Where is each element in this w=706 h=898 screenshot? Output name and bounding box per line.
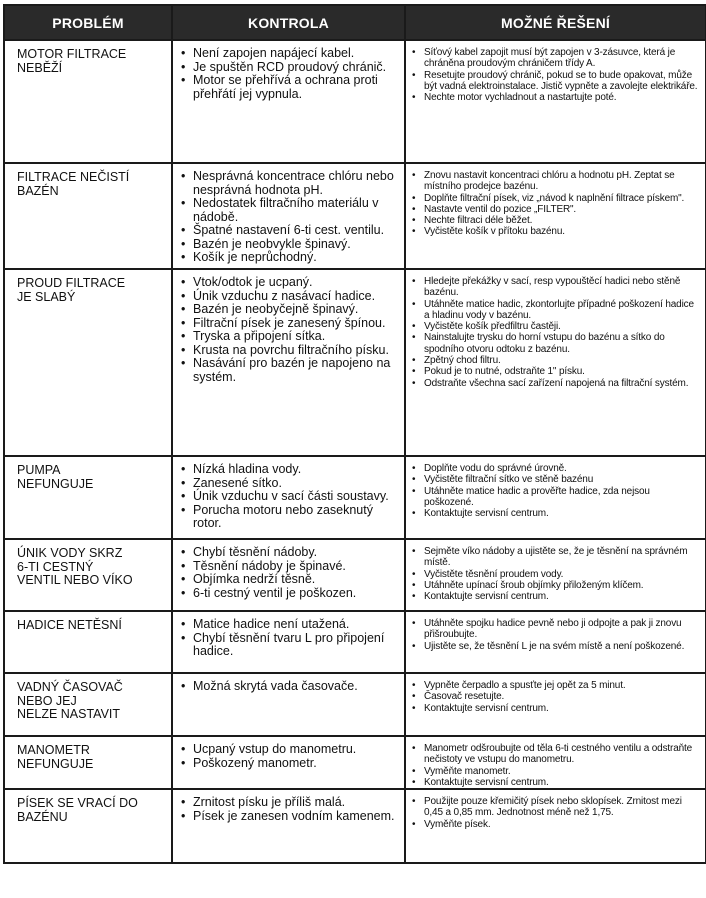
check-cell xyxy=(172,539,405,611)
check-list xyxy=(173,41,404,101)
bullet-icon: • xyxy=(412,743,416,754)
solution-item xyxy=(410,486,701,509)
check-item xyxy=(179,251,398,265)
solution-text: Znovu nastavit koncentraci chlóru a hodnotu pH. Zeptat se místního prodejce bazénu. xyxy=(424,170,675,193)
check-item xyxy=(179,170,398,197)
solution-text: Sejměte víko nádoby a ujistěte se, že je těsnění na správném místě. xyxy=(424,546,688,569)
bullet-icon: • xyxy=(412,591,416,603)
bullet-icon: • xyxy=(181,545,186,559)
table-header-row xyxy=(4,5,706,40)
check-list xyxy=(173,164,404,265)
solution-item xyxy=(410,680,701,691)
solution-item xyxy=(410,92,701,103)
solution-text: Kontaktujte servisní centrum. xyxy=(424,776,549,788)
check-text: Nasávání pro bazén je napojeno na systém. xyxy=(193,356,391,384)
check-item xyxy=(179,47,398,61)
bullet-icon: • xyxy=(412,508,416,520)
solution-item xyxy=(410,546,701,569)
check-list xyxy=(173,270,404,384)
check-cell xyxy=(172,611,405,673)
check-list xyxy=(173,540,404,600)
check-item xyxy=(179,357,398,384)
problem-text: FILTRACE NEČISTÍ BAZÉN xyxy=(17,170,130,198)
check-text: Filtrační písek je zanesený špínou. xyxy=(193,315,386,330)
solution-list xyxy=(406,457,705,519)
bullet-icon: • xyxy=(412,355,416,367)
check-item xyxy=(179,330,398,344)
solution-text: Vyměňte písek. xyxy=(424,818,491,830)
bullet-icon: • xyxy=(412,463,416,474)
check-item xyxy=(179,276,398,290)
table-row xyxy=(4,611,706,673)
table-row xyxy=(4,456,706,539)
solution-item xyxy=(410,463,701,474)
problem-text: ÚNIK VODY SKRZ 6-TI CESTNÝ VENTIL NEBO VÍKO xyxy=(17,546,133,587)
problem-cell xyxy=(4,539,172,611)
bullet-icon: • xyxy=(181,489,186,503)
check-text: Nesprávná koncentrace chlóru nebo nesprávná hodnota pH. xyxy=(193,169,394,197)
solution-item xyxy=(410,226,701,237)
problem-cell xyxy=(4,611,172,673)
solution-text: Resetujte proudový chránič, pokud se to bude opakovat, může být vadná elektroinstalace. Jistič vypněte a zavolejte elektrikáře. xyxy=(424,69,698,92)
bullet-icon: • xyxy=(181,169,186,183)
solution-item xyxy=(410,355,701,366)
column-header-check: KONTROLA xyxy=(172,5,405,40)
troubleshooting-sheet xyxy=(3,4,705,895)
check-list xyxy=(173,612,404,659)
check-item xyxy=(179,810,398,824)
check-text: Poškozený manometr. xyxy=(193,755,317,770)
bullet-icon: • xyxy=(181,196,186,210)
solution-item xyxy=(410,321,701,332)
solution-text: Manometr odšroubujte od těla 6-ti cestného ventilu a odstraňte nečistoty ve vstupu do manometru. xyxy=(424,743,693,766)
solution-text: Síťový kabel zapojit musí být zapojen v 3-zásuvce, která je chráněna proudovým chráničem třídy A. xyxy=(424,47,676,70)
problem-cell xyxy=(4,673,172,736)
problem-cell xyxy=(4,269,172,456)
check-text: Ucpaný vstup do manometru. xyxy=(193,742,357,756)
solution-text: Vypněte čerpadlo a spusťte jej opět za 5 minut. xyxy=(424,680,626,691)
bullet-icon: • xyxy=(181,502,186,517)
problem-text: MOTOR FILTRACE NEBĚŽÍ xyxy=(17,47,127,75)
problem-text: MANOMETR NEFUNGUJE xyxy=(17,743,94,771)
solution-text: Kontaktujte servisní centrum. xyxy=(424,591,549,603)
bullet-icon: • xyxy=(412,579,416,591)
bullet-icon: • xyxy=(181,73,186,87)
problem-text: PÍSEK SE VRACÍ DO BAZÉNU xyxy=(17,796,138,824)
solution-list xyxy=(406,270,705,389)
solution-text: Časovač resetujte. xyxy=(424,691,505,703)
check-item xyxy=(179,317,398,331)
problem-text: VADNÝ ČASOVAČ NEBO JEJ NELZE NASTAVIT xyxy=(17,680,123,721)
check-text: Není zapojen napájecí kabel. xyxy=(193,46,355,60)
problem-text: PUMPA NEFUNGUJE xyxy=(17,463,94,491)
check-item xyxy=(179,618,398,632)
bullet-icon: • xyxy=(181,288,186,303)
bullet-icon: • xyxy=(412,276,416,287)
bullet-icon: • xyxy=(412,321,416,333)
column-header-solution: MOŽNÉ ŘEŠENÍ xyxy=(405,5,706,40)
solution-cell xyxy=(405,673,706,736)
solution-item xyxy=(410,366,701,377)
solution-item xyxy=(410,591,701,602)
bullet-icon: • xyxy=(181,572,186,586)
check-text: Zrnitost písku je příliš malá. xyxy=(193,795,346,810)
check-text: Bazén je neobvykle špinavý. xyxy=(193,236,351,251)
solution-text: Vyčistěte filtrační sítko ve stěně bazénu xyxy=(424,474,594,486)
bullet-icon: • xyxy=(412,69,416,81)
check-cell xyxy=(172,789,405,863)
bullet-icon: • xyxy=(181,315,186,330)
solution-text: Doplňte vodu do správné úrovně. xyxy=(424,463,567,474)
solution-item xyxy=(410,47,701,70)
bullet-icon: • xyxy=(181,755,186,770)
bullet-icon: • xyxy=(412,765,416,777)
bullet-icon: • xyxy=(412,92,416,104)
solution-cell xyxy=(405,789,706,863)
check-item xyxy=(179,796,398,810)
solution-cell xyxy=(405,40,706,163)
solution-text: Doplňte filtrační písek, viz „návod k naplnění filtrace pískem". xyxy=(424,192,685,204)
bullet-icon: • xyxy=(412,474,416,486)
solution-text: Vyměňte manometr. xyxy=(424,765,511,777)
solution-text: Vyčistěte košík v přítoku bazénu. xyxy=(424,226,565,238)
bullet-icon: • xyxy=(412,377,416,389)
table-row xyxy=(4,736,706,789)
bullet-icon: • xyxy=(412,215,416,227)
bullet-icon: • xyxy=(181,356,186,370)
check-text: Bazén je neobyčejně špinavý. xyxy=(193,302,359,316)
table-row xyxy=(4,673,706,736)
bullet-icon: • xyxy=(412,332,416,344)
solution-text: Hledejte překážky v sací, resp vypouštěcí hadici nebo stěně bazénu. xyxy=(424,276,681,299)
check-item xyxy=(179,303,398,317)
table-row xyxy=(4,539,706,611)
check-item xyxy=(179,61,398,75)
bullet-icon: • xyxy=(412,640,416,652)
bullet-icon: • xyxy=(412,796,416,808)
bullet-icon: • xyxy=(181,329,186,343)
bullet-icon: • xyxy=(181,275,186,289)
check-item xyxy=(179,74,398,101)
check-text: Objímka nedrží těsně. xyxy=(193,572,316,586)
solution-text: Utáhněte upínací šroub objímky přiloženým klíčem. xyxy=(424,579,644,591)
check-item xyxy=(179,290,398,304)
solution-text: Utáhněte matice hadic, zkontorlujte případné poškození hadice a hladinu vody v bazénu. xyxy=(424,298,694,321)
solution-item xyxy=(410,299,701,322)
solution-text: Nechte filtraci déle běžet. xyxy=(424,215,533,227)
bullet-icon: • xyxy=(181,808,186,823)
check-item xyxy=(179,743,398,757)
solution-cell xyxy=(405,736,706,789)
solution-list xyxy=(406,164,705,238)
bullet-icon: • xyxy=(412,226,416,238)
check-text: Chybí těsnění nádoby. xyxy=(193,545,318,559)
check-cell xyxy=(172,456,405,539)
check-text: 6-ti cestný ventil je poškozen. xyxy=(193,585,357,600)
check-text: Chybí těsnění tvaru L pro připojení hadice. xyxy=(193,630,385,658)
solution-item xyxy=(410,777,701,788)
solution-item xyxy=(410,70,701,93)
solution-item xyxy=(410,766,701,777)
bullet-icon: • xyxy=(412,618,416,629)
check-item xyxy=(179,224,398,238)
bullet-icon: • xyxy=(412,192,416,204)
check-item xyxy=(179,238,398,252)
solution-text: Pokud je to nutné, odstraňte 1" písku. xyxy=(424,366,585,378)
check-text: Krusta na povrchu filtračního písku. xyxy=(193,342,389,357)
check-item xyxy=(179,197,398,224)
check-list xyxy=(173,737,404,770)
check-list xyxy=(173,674,404,694)
solution-list xyxy=(406,540,705,602)
solution-text: Vyčistěte těsnění proudem vody. xyxy=(424,568,564,580)
bullet-icon: • xyxy=(412,47,416,58)
table-row xyxy=(4,163,706,269)
solution-item xyxy=(410,170,701,193)
solution-item xyxy=(410,474,701,485)
bullet-icon: • xyxy=(181,617,186,631)
solution-cell xyxy=(405,163,706,269)
bullet-icon: • xyxy=(181,742,186,756)
bullet-icon: • xyxy=(181,59,186,74)
bullet-icon: • xyxy=(181,585,186,600)
solution-item xyxy=(410,703,701,714)
problem-cell xyxy=(4,789,172,863)
check-text: Únik vzduchu z nasávací hadice. xyxy=(193,288,376,303)
check-text: Porucha motoru nebo zaseknutý rotor. xyxy=(193,502,373,530)
solution-item xyxy=(410,618,701,641)
check-cell xyxy=(172,736,405,789)
bullet-icon: • xyxy=(181,302,186,316)
solution-text: Zpětný chod filtru. xyxy=(424,355,501,367)
check-cell xyxy=(172,163,405,269)
solution-cell xyxy=(405,456,706,539)
solution-item xyxy=(410,378,701,389)
check-text: Matice hadice není utažená. xyxy=(193,617,350,631)
check-text: Tryska a připojení sítka. xyxy=(193,329,326,343)
solution-item xyxy=(410,819,701,830)
solution-item xyxy=(410,580,701,591)
problem-cell xyxy=(4,40,172,163)
solution-list xyxy=(406,612,705,652)
bullet-icon: • xyxy=(412,170,416,181)
solution-text: Kontaktujte servisní centrum. xyxy=(424,508,549,520)
solution-item xyxy=(410,569,701,580)
solution-item xyxy=(410,641,701,652)
check-item xyxy=(179,546,398,560)
problem-cell xyxy=(4,163,172,269)
solution-item xyxy=(410,215,701,226)
solution-text: Použijte pouze křemičitý písek nebo sklopísek. Zrnitost mezi 0,45 a 0,85 mm. Jednotnost méně než 1,75. xyxy=(424,796,682,819)
check-text: Písek je zanesen vodním kamenem. xyxy=(193,808,395,823)
solution-item xyxy=(410,691,701,702)
bullet-icon: • xyxy=(181,462,186,476)
bullet-icon: • xyxy=(181,679,186,693)
problem-text: PROUD FILTRACE JE SLABÝ xyxy=(17,276,126,304)
solution-item xyxy=(410,796,701,819)
check-item xyxy=(179,587,398,601)
solution-item xyxy=(410,332,701,355)
problem-cell xyxy=(4,736,172,789)
check-list xyxy=(173,790,404,823)
bullet-icon: • xyxy=(412,298,416,310)
bullet-icon: • xyxy=(181,342,186,357)
solution-item xyxy=(410,276,701,299)
bullet-icon: • xyxy=(412,691,416,703)
bullet-icon: • xyxy=(412,366,416,378)
solution-list xyxy=(406,790,705,830)
bullet-icon: • xyxy=(181,223,186,237)
check-text: Nedostatek filtračního materiálu v nádobě. xyxy=(193,196,379,224)
check-item xyxy=(179,490,398,504)
solution-item xyxy=(410,193,701,204)
solution-text: Vyčistěte košík předfiltru častěji. xyxy=(424,321,561,333)
check-list xyxy=(173,457,404,531)
table-row xyxy=(4,789,706,863)
bullet-icon: • xyxy=(412,485,416,497)
solution-list xyxy=(406,737,705,788)
solution-list xyxy=(406,674,705,714)
bullet-icon: • xyxy=(412,680,416,691)
column-header-problem: PROBLÉM xyxy=(4,5,172,40)
bullet-icon: • xyxy=(412,568,416,580)
solution-cell xyxy=(405,611,706,673)
check-item xyxy=(179,477,398,491)
troubleshooting-table xyxy=(3,4,706,864)
solution-text: Nechte motor vychladnout a nastartujte poté. xyxy=(424,92,617,104)
check-item xyxy=(179,504,398,531)
check-text: Únik vzduchu v sací části soustavy. xyxy=(193,489,389,503)
bullet-icon: • xyxy=(181,795,186,810)
table-body xyxy=(4,40,706,863)
check-text: Těsnění nádoby je špinavé. xyxy=(193,558,346,573)
solution-text: Ujistěte se, že těsnění L je na svém místě a není poškozené. xyxy=(424,640,685,652)
solution-text: Utáhněte matice hadic a prověřte hadice, zda nejsou poškozené. xyxy=(424,485,650,508)
check-item xyxy=(179,463,398,477)
check-text: Možná skrytá vada časovače. xyxy=(193,679,358,693)
solution-text: Nainstalujte trysku do horní vstupu do bazénu a sítko do spodního otvoru odtoku z bazénu. xyxy=(424,332,665,355)
bullet-icon: • xyxy=(181,250,186,264)
bullet-icon: • xyxy=(181,558,186,573)
check-item xyxy=(179,757,398,771)
bullet-icon: • xyxy=(412,702,416,714)
check-text: Motor se přehřívá a ochrana proti přehřátí jej vypnula. xyxy=(193,73,378,101)
check-text: Vtok/odtok je ucpaný. xyxy=(193,275,313,289)
check-text: Je spuštěn RCD proudový chránič. xyxy=(193,59,387,74)
bullet-icon: • xyxy=(412,546,416,557)
check-text: Špatné nastavení 6-ti cest. ventilu. xyxy=(193,223,385,237)
solution-cell xyxy=(405,539,706,611)
solution-cell xyxy=(405,269,706,456)
solution-text: Kontaktujte servisní centrum. xyxy=(424,702,549,714)
check-text: Zanesené sítko. xyxy=(193,475,282,490)
bullet-icon: • xyxy=(181,630,186,645)
check-text: Košík je neprůchodný. xyxy=(193,250,317,264)
check-text: Nízká hladina vody. xyxy=(193,462,302,476)
bullet-icon: • xyxy=(181,46,186,60)
bullet-icon: • xyxy=(181,475,186,490)
solution-item xyxy=(410,204,701,215)
check-cell xyxy=(172,40,405,163)
check-item xyxy=(179,632,398,659)
problem-cell xyxy=(4,456,172,539)
check-cell xyxy=(172,673,405,736)
bullet-icon: • xyxy=(181,236,186,251)
bullet-icon: • xyxy=(412,203,416,215)
check-item xyxy=(179,560,398,574)
solution-text: Utáhněte spojku hadice pevně nebo ji odpojte a pak ji znovu přišroubujte. xyxy=(424,618,682,641)
table-row xyxy=(4,40,706,163)
check-item xyxy=(179,573,398,587)
table-row xyxy=(4,269,706,456)
check-cell xyxy=(172,269,405,456)
check-item xyxy=(179,344,398,358)
bullet-icon: • xyxy=(412,776,416,788)
solution-item xyxy=(410,508,701,519)
problem-text: HADICE NETĚSNÍ xyxy=(17,618,122,632)
solution-text: Odstraňte všechna sací zařízení napojená na filtrační systém. xyxy=(424,377,689,389)
solution-list xyxy=(406,41,705,103)
solution-item xyxy=(410,743,701,766)
bullet-icon: • xyxy=(412,818,416,830)
check-item xyxy=(179,680,398,694)
solution-text: Nastavte ventil do pozice „FILTER". xyxy=(424,203,577,215)
